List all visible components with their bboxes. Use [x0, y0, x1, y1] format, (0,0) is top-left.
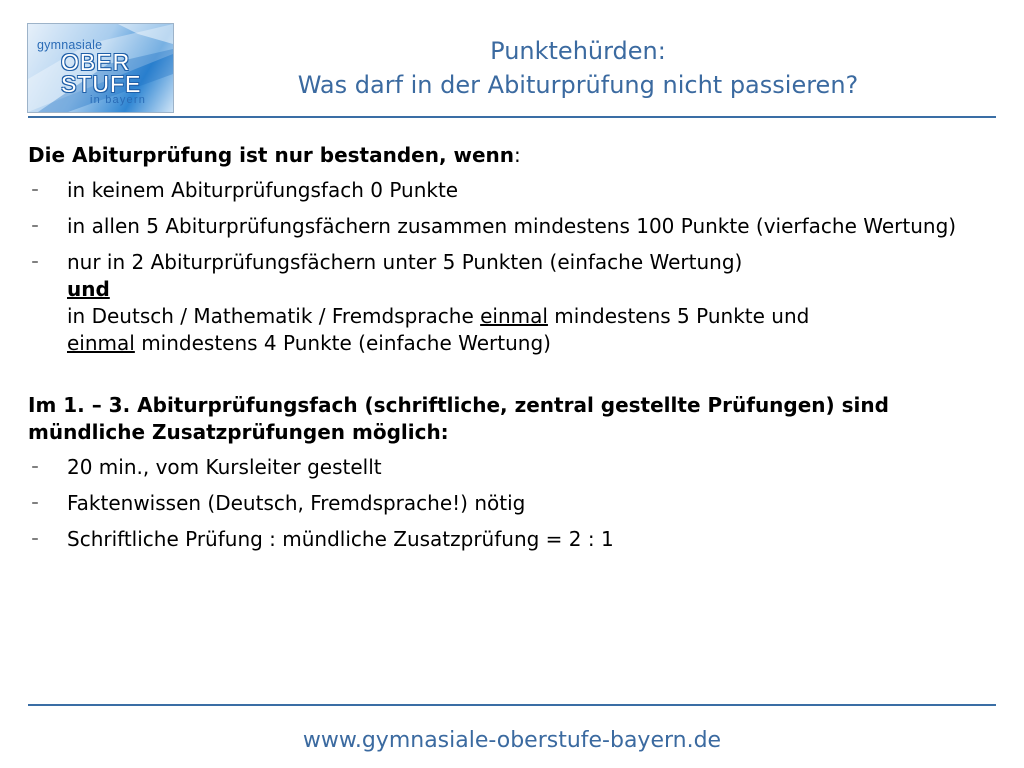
bottom-divider	[28, 704, 996, 706]
logo-text-stufe: STUFE	[61, 71, 142, 97]
section-spacer	[28, 366, 988, 392]
section1-bullet1-text: in keinem Abiturprüfungsfach 0 Punkte	[67, 178, 459, 202]
section1-bullet2-text: in allen 5 Abiturprüfungsfächern zusammen mindestens 100 Punkte (vierfache Wertung)	[67, 214, 957, 238]
section2-bullet-text: 20 min., vom Kursleiter gestellt	[67, 455, 382, 479]
top-divider	[28, 116, 996, 118]
section1-bullet3-line3	[67, 303, 988, 330]
list-item	[28, 490, 988, 517]
section1-bullet3-und: und	[67, 277, 110, 301]
section2-list	[28, 454, 988, 553]
dash-bullet: –	[31, 531, 39, 547]
slide-title-line1: Punktehürden:	[490, 37, 666, 65]
logo-text-gymnasiale: gymnasiale	[37, 38, 103, 52]
list-item	[28, 177, 988, 204]
footer-url: www.gymnasiale-oberstufe-bayern.de	[302, 728, 722, 753]
section1-bullet3-line4-post: mindestens 4 Punkte (einfache Wertung)	[134, 331, 551, 355]
list-item	[28, 249, 988, 357]
logo	[27, 23, 174, 113]
section1-bullet3-einmal-1: einmal	[480, 304, 548, 328]
section1-bullet3-line1: nur in 2 Abiturprüfungsfächern unter 5 Punkten (einfache Wertung)	[67, 250, 743, 274]
dash-bullet: –	[31, 459, 39, 475]
section1-heading-colon: :	[514, 143, 521, 167]
slide-title	[200, 34, 956, 102]
slide-title-line2: Was darf in der Abiturprüfung nicht passieren?	[297, 71, 859, 99]
list-item	[28, 526, 988, 553]
list-item	[28, 213, 988, 240]
section1-bullet3-line3-post: mindestens 5 Punkte und	[547, 304, 810, 328]
section1-bullet3-line4	[67, 330, 988, 357]
section1-bullet3-einmal-2: einmal	[67, 331, 135, 355]
section1-list	[28, 177, 988, 357]
dash-bullet: –	[31, 495, 39, 511]
dash-bullet: –	[31, 254, 39, 270]
section1-heading-text: Die Abiturprüfung ist nur bestanden, wenn	[28, 143, 515, 167]
section2-bullet-text: Faktenwissen (Deutsch, Fremdsprache!) nötig	[67, 491, 526, 515]
logo-text-ober: OBER	[61, 49, 131, 75]
dash-bullet: –	[31, 218, 39, 234]
list-item	[28, 454, 988, 481]
section1-heading	[28, 142, 988, 169]
section1-bullet3-line3-pre: in Deutsch / Mathematik / Fremdsprache	[67, 304, 481, 328]
section2-bullet-text: Schriftliche Prüfung : mündliche Zusatzprüfung = 2 : 1	[67, 527, 614, 551]
dash-bullet: –	[31, 182, 39, 198]
logo-text-in-bayern: in bayern	[90, 94, 147, 106]
slide-content	[28, 142, 988, 562]
section2-heading: Im 1. – 3. Abiturprüfungsfach (schriftliche, zentral gestellte Prüfungen) sind mündliche Zusatzprüfungen möglich:	[28, 393, 889, 444]
